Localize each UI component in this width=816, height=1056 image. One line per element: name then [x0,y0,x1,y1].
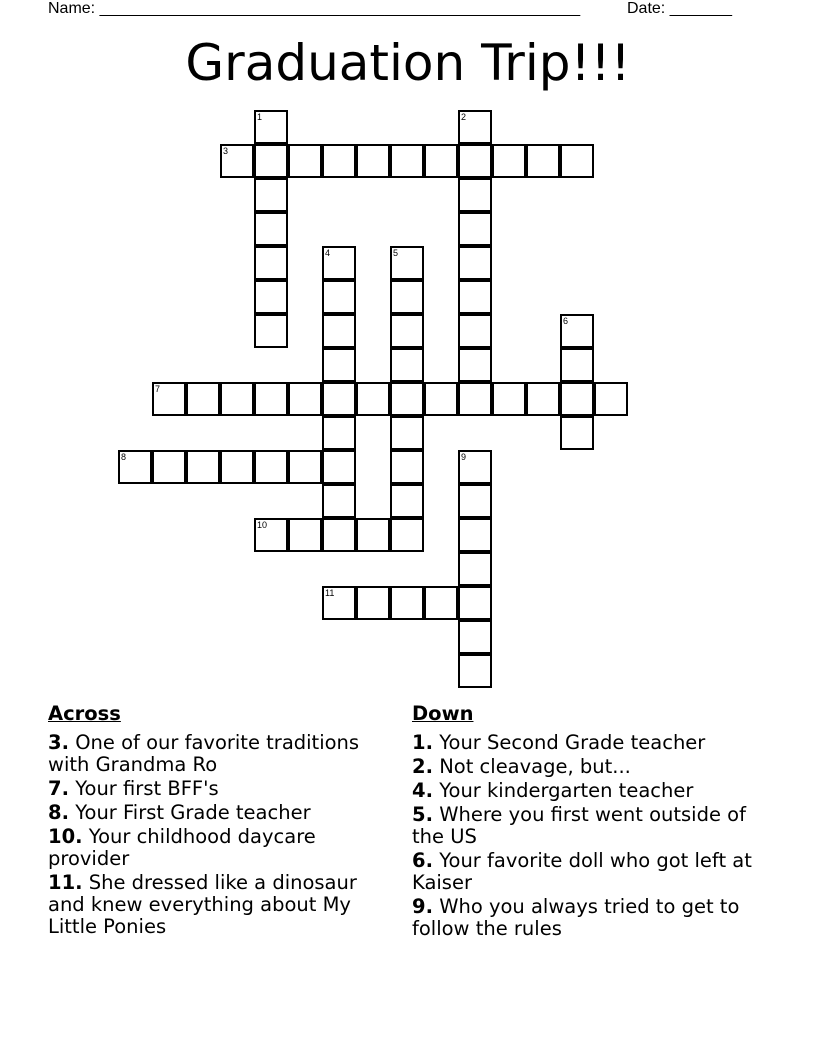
crossword-cell[interactable] [594,382,628,416]
down-clue-5 [412,804,762,848]
crossword-cell[interactable] [458,382,492,416]
down-clue-6 [412,850,762,894]
down-clue-2 [412,756,762,778]
crossword-cell[interactable] [288,450,322,484]
crossword-cell[interactable] [424,586,458,620]
crossword-cell[interactable] [152,450,186,484]
crossword-cell[interactable] [458,280,492,314]
crossword-cell[interactable] [560,416,594,450]
crossword-cell[interactable] [356,518,390,552]
crossword-cell[interactable] [560,348,594,382]
across-clues [48,702,388,940]
crossword-cell[interactable] [322,280,356,314]
down-clue-9 [412,896,762,940]
crossword-cell[interactable] [390,586,424,620]
crossword-cell[interactable] [492,144,526,178]
crossword-cell[interactable] [458,144,492,178]
clue-number: 9. [412,895,433,918]
clue-text: Your childhood daycare provider [48,825,316,870]
crossword-cell[interactable] [322,382,356,416]
crossword-cell[interactable] [322,518,356,552]
crossword-cell[interactable] [322,484,356,518]
date-field-label: Date: _______ [627,0,732,17]
crossword-cell[interactable] [390,144,424,178]
crossword-cell[interactable] [458,110,492,144]
clue-number: 3. [48,731,69,754]
crossword-cell[interactable] [424,382,458,416]
clue-text: Your first BFF's [75,777,219,800]
name-field-label: Name: ______________________________________________________ [48,0,581,17]
clue-text: Who you always tried to get to follow the rules [412,895,740,940]
down-clue-1 [412,732,762,754]
crossword-cell[interactable] [458,178,492,212]
clue-text: Your First Grade teacher [75,801,311,824]
cell-number: 11 [325,588,335,598]
across-clue-11 [48,872,388,938]
crossword-cell[interactable] [390,280,424,314]
crossword-cell[interactable] [186,382,220,416]
clue-number: 11. [48,871,83,894]
crossword-cell[interactable] [322,246,356,280]
clue-text: Your Second Grade teacher [439,731,706,754]
crossword-cell[interactable] [356,382,390,416]
crossword-cell[interactable] [390,246,424,280]
crossword-cell[interactable] [526,144,560,178]
crossword-cell[interactable] [322,314,356,348]
crossword-cell[interactable] [254,246,288,280]
crossword-cell[interactable] [458,246,492,280]
clue-number: 8. [48,801,69,824]
across-clue-3 [48,732,388,776]
crossword-cell[interactable] [390,348,424,382]
clue-text: One of our favorite traditions with Grandma Ro [48,731,360,776]
crossword-cell[interactable] [288,382,322,416]
cell-number: 6 [563,316,569,326]
across-clue-10 [48,826,388,870]
crossword-cell[interactable] [560,144,594,178]
cell-number: 10 [257,520,268,530]
crossword-cell[interactable] [254,144,288,178]
crossword-cell[interactable] [356,144,390,178]
clue-number: 1. [412,731,433,754]
cell-number: 7 [155,384,161,394]
cell-number: 1 [257,112,263,122]
crossword-cell[interactable] [152,382,186,416]
clue-number: 5. [412,803,433,826]
crossword-cell[interactable] [458,518,492,552]
clue-text: Not cleavage, but... [439,755,631,778]
crossword-cell[interactable] [254,212,288,246]
crossword-cell[interactable] [254,382,288,416]
crossword-cell[interactable] [322,586,356,620]
crossword-cell[interactable] [356,586,390,620]
clue-text: Your kindergarten teacher [439,779,694,802]
crossword-cell[interactable] [458,212,492,246]
cell-number: 2 [461,112,467,122]
crossword-cell[interactable] [288,144,322,178]
crossword-cell[interactable] [458,484,492,518]
crossword-cell[interactable] [458,620,492,654]
crossword-cell[interactable] [458,450,492,484]
clue-text: She dressed like a dinosaur and knew everything about My Little Ponies [48,871,357,938]
clue-number: 4. [412,779,433,802]
crossword-cell[interactable] [526,382,560,416]
crossword-cell[interactable] [458,654,492,688]
page-title: Graduation Trip!!! [185,34,631,92]
crossword-cell[interactable] [458,314,492,348]
crossword-cell[interactable] [458,586,492,620]
crossword-cell[interactable] [458,348,492,382]
cell-number: 4 [325,248,331,258]
crossword-cell[interactable] [220,450,254,484]
crossword-cell[interactable] [390,314,424,348]
crossword-cell[interactable] [186,450,220,484]
clue-text: Your favorite doll who got left at Kaiser [412,849,752,894]
down-heading: Down [412,702,474,725]
crossword-cell[interactable] [254,314,288,348]
crossword-cell[interactable] [322,450,356,484]
crossword-cell[interactable] [288,518,322,552]
crossword-cell[interactable] [390,450,424,484]
crossword-cell[interactable] [424,144,458,178]
across-clue-8 [48,802,388,824]
crossword-cell[interactable] [390,484,424,518]
crossword-cell[interactable] [458,552,492,586]
crossword-cell[interactable] [390,382,424,416]
crossword-cell[interactable] [254,450,288,484]
crossword-cell[interactable] [118,450,152,484]
crossword-cell[interactable] [560,382,594,416]
clue-text: Where you first went outside of the US [412,803,746,848]
crossword-cell[interactable] [492,382,526,416]
crossword-cell[interactable] [390,416,424,450]
clue-number: 2. [412,755,433,778]
clue-number: 7. [48,777,69,800]
clue-number: 6. [412,849,433,872]
crossword-cell[interactable] [322,348,356,382]
crossword-cell[interactable] [254,280,288,314]
crossword-cell[interactable] [322,144,356,178]
crossword-cell[interactable] [322,416,356,450]
crossword-cell[interactable] [254,110,288,144]
crossword-cell[interactable] [220,144,254,178]
cell-number: 8 [121,452,127,462]
across-heading: Across [48,702,121,725]
crossword-cell[interactable] [390,518,424,552]
crossword-cell[interactable] [220,382,254,416]
down-clues [412,702,762,942]
clue-number: 10. [48,825,83,848]
cell-number: 9 [461,452,467,462]
crossword-cell[interactable] [254,178,288,212]
cell-number: 5 [393,248,399,258]
cell-number: 3 [223,146,229,156]
down-clue-4 [412,780,762,802]
across-clue-7 [48,778,388,800]
crossword-cell[interactable] [560,314,594,348]
crossword-cell[interactable] [254,518,288,552]
